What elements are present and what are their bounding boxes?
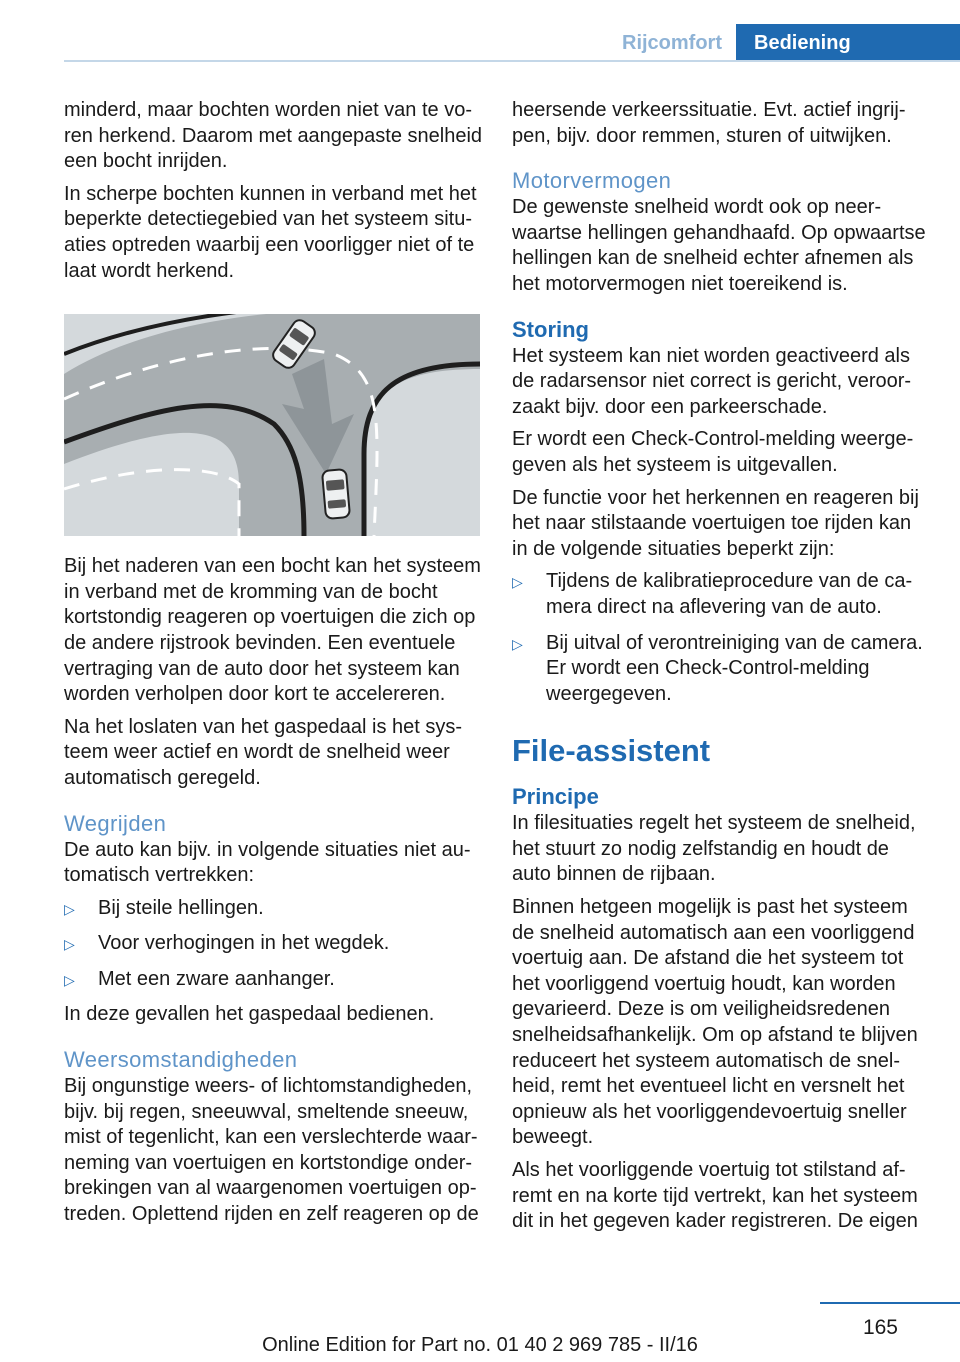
paragraph: Binnen hetgeen mogelijk is past het systeem de snelheid automatisch aan een voorliggend voertuig aan. De afstand die het systeem tot het voorliggend voertuig houdt, kan worden gevarieerd. Deze is om veiligheidsredenen snelheidsafhankelijk. Om op afstand te blijven reduceert het systeem automatisch de snelheid, remt het eventueel licht en versnelt het opnieuw als het voorliggendevoertuig sneller beweegt.: [512, 896, 918, 1149]
triangle-bullet-icon: ▷: [512, 574, 523, 591]
paragraph: Na het loslaten van het gaspedaal is het systeem weer actief en wordt de snelheid weer automatisch geregeld.: [64, 715, 463, 789]
paragraph: Er wordt een Check-Control-melding weergegeven als het systeem is uitgevallen.: [512, 428, 914, 476]
paragraph: De gewenste snelheid wordt ook op neerwaartse hellingen gehandhaafd. Op opwaartse hellingen kan de snelheid echter afnemen als het motorvermogen niet toereikend is.: [512, 196, 926, 295]
paragraph: Het systeem kan niet worden geactiveerd als de radarsensor niet correct is gericht, veroorzaakt bijv. door een parkeerschade.: [512, 344, 912, 418]
heading-wegrijden: Wegrijden: [64, 810, 167, 836]
bullet-list-wegrijden: [64, 896, 484, 993]
list-item: ▷ Bij uitval of verontreiniging van de camera. Er wordt een Check-Control-melding weergegeven.: [512, 631, 923, 705]
paragraph: In scherpe bochten kunnen in verband met het beperkte detectiegebied van het systeem situaties optreden waarbij een voorligger niet of te laat wordt herkend.: [64, 182, 477, 282]
list-item: ▷ Voor verhogingen in het wegdek.: [64, 931, 484, 957]
header-tab-section: Rijcomfort: [622, 32, 722, 54]
footer-edition: Online Edition for Part no. 01 40 2 969 785 - II/16: [262, 1334, 698, 1356]
triangle-bullet-icon: ▷: [512, 635, 523, 652]
car-following-curve-illustration: [64, 314, 480, 536]
paragraph: minderd, maar bochten worden niet van te voren herkend. Daarom met aangepaste snelheid een bocht inrijden.: [64, 99, 483, 173]
heading-motorvermogen: Motorvermogen: [512, 168, 672, 194]
bullet-list-storing: [512, 569, 928, 707]
triangle-bullet-icon: ▷: [64, 971, 75, 988]
paragraph: In deze gevallen het gaspedaal bedienen.: [64, 1003, 435, 1026]
page-number-rule: [820, 1302, 960, 1304]
list-item: ▷ Bij steile hellingen.: [64, 896, 484, 922]
triangle-bullet-icon: ▷: [64, 900, 75, 917]
right-column: [512, 98, 928, 1242]
paragraph: Als het voorliggende voertuig tot stilstand afremt en na korte tijd vertrekt, kan het systeem dit in het gegeven kader registreren. De eigen: [512, 1159, 918, 1233]
list-item: ▷ Tijdens de kalibratieprocedure van de camera direct na aflevering van de auto.: [512, 570, 913, 618]
page-number: 165: [862, 1316, 898, 1339]
list-item: ▷ Met een zware aanhanger.: [64, 967, 484, 993]
heading-storing: Storing: [512, 316, 589, 342]
heading-principe: Principe: [512, 784, 599, 810]
paragraph: Bij ongunstige weers- of lichtomstandigheden, bijv. bij regen, sneeuwval, smeltende sneeuw, mist of tegenlicht, kan een verslechterde waarneming van voertuigen en kortstondige onderbrekingen van al waargenomen voertuigen optreden. Oplettend rijden en zelf reageren op de: [64, 1075, 479, 1226]
left-column: [64, 98, 484, 1235]
heading-file-assistent: File-assistent: [512, 733, 711, 769]
header-rule: [64, 60, 960, 62]
paragraph: In filesituaties regelt het systeem de snelheid, het stuurt zo nodig zelfstandig en houdt de auto binnen de rijbaan.: [512, 812, 916, 886]
triangle-bullet-icon: ▷: [64, 936, 75, 953]
paragraph: De auto kan bijv. in volgende situaties niet automatisch vertrekken:: [64, 838, 471, 887]
paragraph: heersende verkeerssituatie. Evt. actief ingrijpen, bijv. door remmen, sturen of uitwijken.: [512, 99, 906, 147]
heading-weersomstandigheden: Weersomstandigheden: [64, 1047, 298, 1073]
paragraph: De functie voor het herkennen en reageren bij het naar stilstaande voertuigen toe rijden kan in de volgende situaties beperkt zijn:: [512, 486, 919, 560]
paragraph: Bij het naderen van een bocht kan het systeem in verband met de kromming van de bocht kortstondig reageren op voertuigen die zich op de andere rijstrook bevinden. Een eventuele vertraging van de auto door het systeem kan worden verholpen door kort te accelereren.: [64, 555, 481, 706]
header-tab-chapter: Bediening: [736, 24, 960, 62]
